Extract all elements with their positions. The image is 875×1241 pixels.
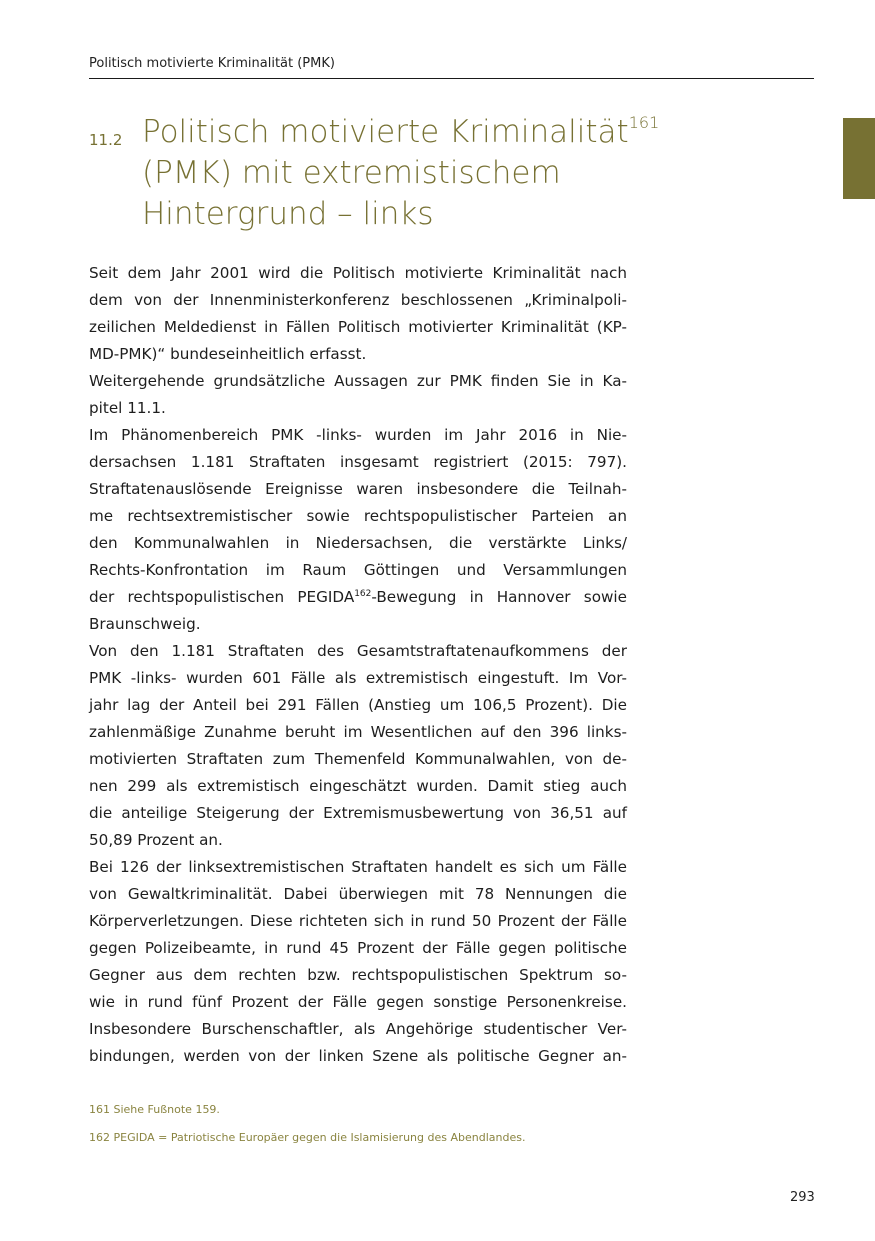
body-line: gegen Polizeibeamte, in rund 45 Prozent der Fälle gegen politische xyxy=(89,939,627,957)
section-title-line: Politisch motivierte Kriminalität$^{161}$ xyxy=(142,113,660,150)
body-line: MD-PMK)“ bundeseinheitlich erfasst. xyxy=(89,345,367,363)
chapter-tab-marker xyxy=(843,118,875,199)
body-line: den Kommunalwahlen in Niedersachsen, die verstärkte Links/ xyxy=(89,534,627,552)
body-line: zeilichen Meldedienst in Fällen Politisch motivierter Kriminalität (KP- xyxy=(89,318,627,336)
body-line: jahr lag der Anteil bei 291 Fällen (Anstieg um 106,5 Prozent). Die xyxy=(89,696,627,714)
footnote-162: 162 PEGIDA = Patriotische Europäer gegen die Islamisierung des Abendlandes. xyxy=(89,1131,526,1144)
footnotes xyxy=(89,1103,525,1159)
body-line: wie in rund fünf Prozent der Fälle gegen sonstige Personenkreise. xyxy=(89,993,627,1011)
body-text xyxy=(89,260,627,1070)
header-rule xyxy=(89,78,814,79)
footnote-ref[interactable]: 161 xyxy=(628,113,660,132)
body-line: Von den 1.181 Straftaten des Gesamtstraftatenaufkommens der xyxy=(89,642,627,660)
body-line: Rechts-Konfrontation im Raum Göttingen und Versammlungen xyxy=(89,561,627,579)
body-line: Seit dem Jahr 2001 wird die Politisch motivierte Kriminalität nach xyxy=(89,264,627,282)
body-line: von Gewaltkriminalität. Dabei überwiegen mit 78 Nennungen die xyxy=(89,885,627,903)
body-line: die anteilige Steigerung der Extremismusbewertung von 36,51 auf xyxy=(89,804,627,822)
section-title-line: Hintergrund – links xyxy=(142,196,434,232)
section-number: 11.2 xyxy=(89,131,123,149)
body-line: 50,89 Prozent an. xyxy=(89,831,223,849)
running-header: Politisch motivierte Kriminalität (PMK) xyxy=(89,56,335,71)
body-line: me rechtsextremistischer sowie rechtspopulistischer Parteien an xyxy=(89,507,627,525)
body-line: Weitergehende grundsätzliche Aussagen zur PMK finden Sie in Ka- xyxy=(89,372,627,390)
body-line: zahlenmäßige Zunahme beruht im Wesentlichen auf den 396 links- xyxy=(89,723,627,741)
body-line: der rechtspopulistischen PEGIDA$^{162}$-Bewegung in Hannover sowie xyxy=(89,588,627,606)
section-title xyxy=(142,112,659,235)
body-line: PMK -links- wurden 601 Fälle als extremistisch eingestuft. Im Vor- xyxy=(89,669,627,687)
body-line: Im Phänomenbereich PMK -links- wurden im Jahr 2016 in Nie- xyxy=(89,426,627,444)
page-number: 293 xyxy=(790,1190,815,1205)
body-line: nen 299 als extremistisch eingeschätzt wurden. Damit stieg auch xyxy=(89,777,627,795)
body-line: dem von der Innenministerkonferenz beschlossenen „Kriminalpoli- xyxy=(89,291,627,309)
body-line: Insbesondere Burschenschaftler, als Angehörige studentischer Ver- xyxy=(89,1020,627,1038)
footnote-161: 161 Siehe Fußnote 159. xyxy=(89,1103,220,1116)
section-title-line: (PMK) mit extremistischem xyxy=(142,155,561,191)
body-line: Straftatenauslösende Ereignisse waren insbesondere die Teilnah- xyxy=(89,480,627,498)
body-line: pitel 11.1. xyxy=(89,399,166,417)
body-line: Körperverletzungen. Diese richteten sich in rund 50 Prozent der Fälle xyxy=(89,912,627,930)
body-line: motivierten Straftaten zum Themenfeld Kommunalwahlen, von de- xyxy=(89,750,627,768)
body-line: Bei 126 der linksextremistischen Straftaten handelt es sich um Fälle xyxy=(89,858,627,876)
body-line: Braunschweig. xyxy=(89,615,201,633)
body-line: bindungen, werden von der linken Szene als politische Gegner an- xyxy=(89,1047,627,1065)
body-line: Gegner aus dem rechten bzw. rechtspopulistischen Spektrum so- xyxy=(89,966,627,984)
footnote-ref[interactable]: 162 xyxy=(354,589,372,599)
body-line: dersachsen 1.181 Straftaten insgesamt registriert (2015: 797). xyxy=(89,453,627,471)
